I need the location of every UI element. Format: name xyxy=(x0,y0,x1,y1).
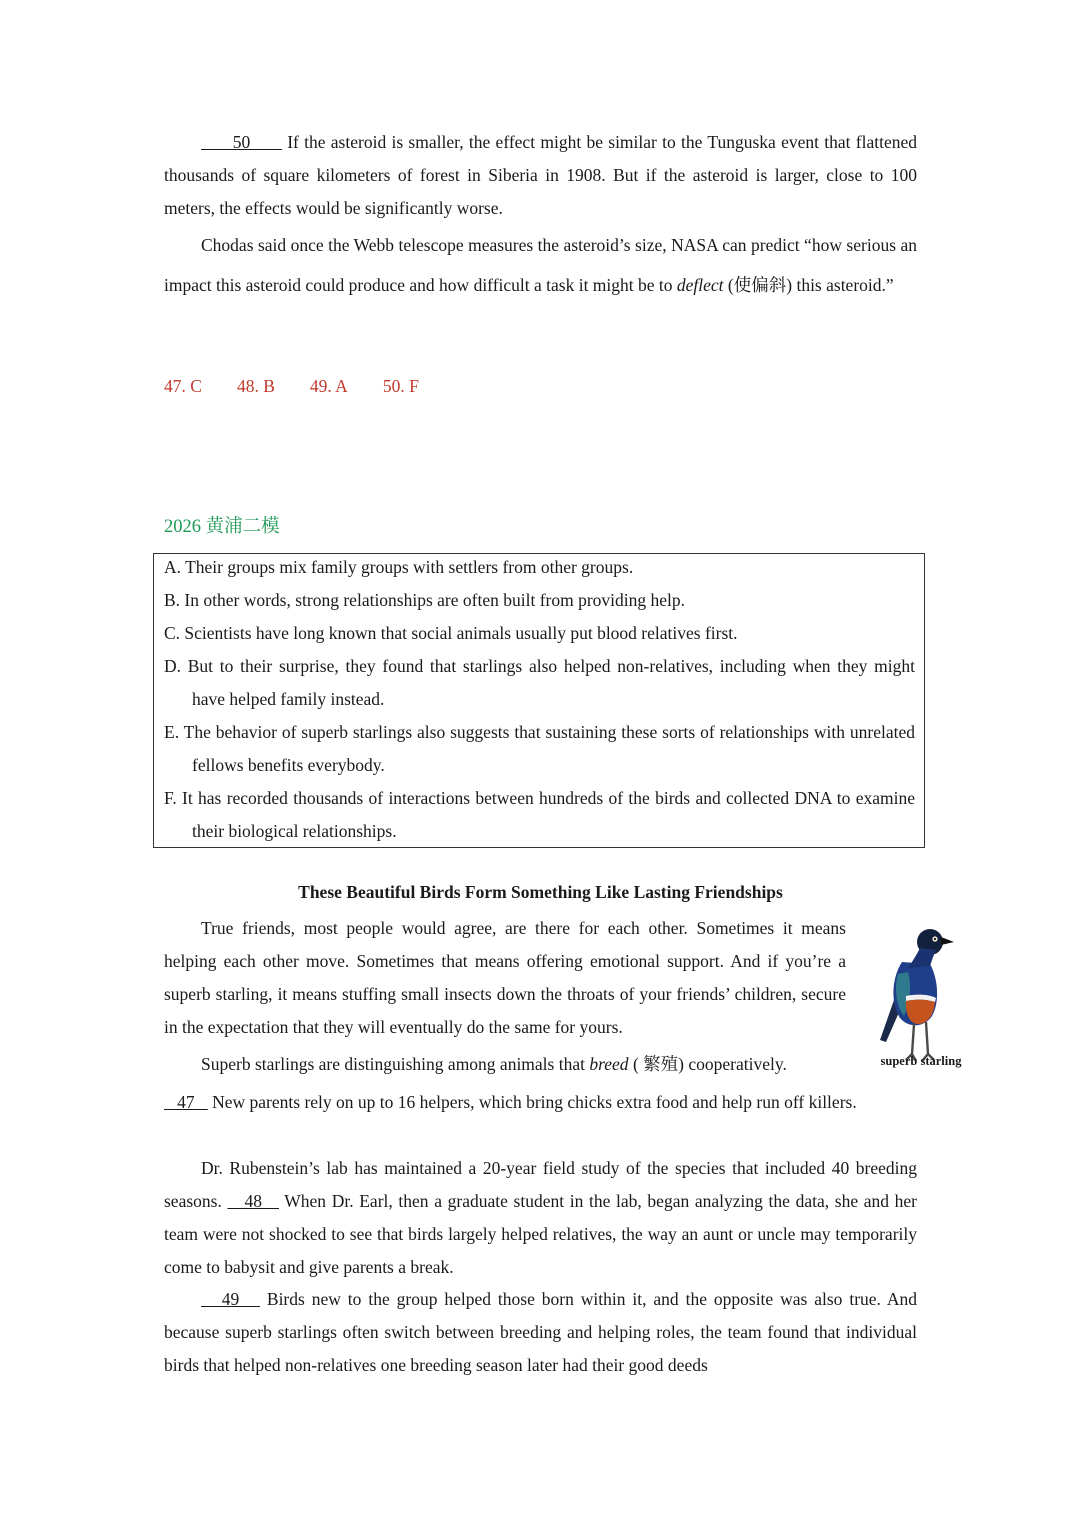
answer-key xyxy=(164,376,419,397)
paragraph-text: When Dr. Earl, then a graduate student in the lab, began analyzing the data, she and her team were not shocked to see that birds largely helped relatives, the way an aunt or uncle may temporarily come to babysit and give parents a break. xyxy=(164,1191,918,1277)
paragraph-asteroid-effects xyxy=(164,126,917,225)
paragraph-text: New parents rely on up to 16 helpers, which bring chicks extra food and help run off killers. xyxy=(207,1092,857,1112)
option-c: C. Scientists have long known that social animals usually put blood relatives first. xyxy=(164,623,738,643)
section-tag: 2026 黄浦二模 xyxy=(164,517,280,537)
superb-starling-image xyxy=(872,922,964,1072)
paragraph-non-relatives xyxy=(164,1283,917,1382)
paragraph-true-friends: True friends, most people would agree, are there for each other. Sometimes it means helping each other move. Sometimes that means offering emotional support. And if you’re a superb starling, it means stuffing small insects down the throats of your friends’ children, secure in the expectation that they will eventually do the same for yours. xyxy=(164,918,846,1037)
blank-50: 50 xyxy=(201,132,282,152)
options-box xyxy=(153,553,925,848)
article-title: These Beautiful Birds Form Something Like Lasting Friendships xyxy=(298,882,783,902)
paragraph-text: ( 繁殖) cooperatively. xyxy=(628,1054,787,1074)
paragraph-text: Dr. Rubenstein’s lab has maintained a 20-year field study of the species that included 40 breeding seasons. xyxy=(164,1158,917,1211)
paragraph-helpers xyxy=(164,1086,917,1119)
paragraph-text: Superb starlings are distinguishing among animals that xyxy=(201,1054,590,1074)
answer-50: 50. F xyxy=(382,376,419,396)
italic-word-breed: breed xyxy=(589,1054,629,1074)
paragraph-text: If the asteroid is smaller, the effect might be similar to the Tunguska event that flattened thousands of square kilometers of forest in Siberia in 1908. But if the asteroid is larger, close to 100 meters, the effects would be significantly worse. xyxy=(164,132,917,218)
option-f: F. It has recorded thousands of interactions between hundreds of the birds and collected DNA to examine their biological relationships. xyxy=(164,788,915,841)
blank-49: 49 xyxy=(201,1289,260,1309)
answer-47: 47. C xyxy=(164,376,202,396)
paragraph-field-study xyxy=(164,1152,917,1284)
blank-48: 48 xyxy=(227,1191,279,1211)
paragraph-cooperative-breeding xyxy=(164,1048,846,1081)
answer-49: 49. A xyxy=(309,376,348,396)
paragraph-chodas-quote xyxy=(164,225,917,305)
option-b: B. In other words, strong relationships are often built from providing help. xyxy=(164,590,686,610)
option-a: A. Their groups mix family groups with settlers from other groups. xyxy=(164,557,634,577)
paragraph-text: Chodas said once the Webb telescope measures the asteroid’s size, NASA can predict “how serious an impact this asteroid could produce and how difficult a task it might be to xyxy=(164,235,917,295)
italic-word-deflect: deflect xyxy=(676,275,724,295)
paragraph-text: (使偏斜) this asteroid.” xyxy=(723,275,894,295)
blank-47: 47 xyxy=(164,1092,208,1112)
option-e: E. The behavior of superb starlings also suggests that sustaining these sorts of relationships with unrelated fellows benefits everybody. xyxy=(164,722,915,775)
image-caption: superb starling xyxy=(880,1054,962,1068)
answer-48: 48. B xyxy=(236,376,275,396)
option-d: D. But to their surprise, they found that starlings also helped non-relatives, including when they might have helped family instead. xyxy=(164,656,915,709)
paragraph-text: Birds new to the group helped those born within it, and the opposite was also true. And because superb starlings often switch between breeding and helping roles, the team found that individual birds that helped non-relatives one breeding season later had their good deeds xyxy=(164,1289,917,1375)
